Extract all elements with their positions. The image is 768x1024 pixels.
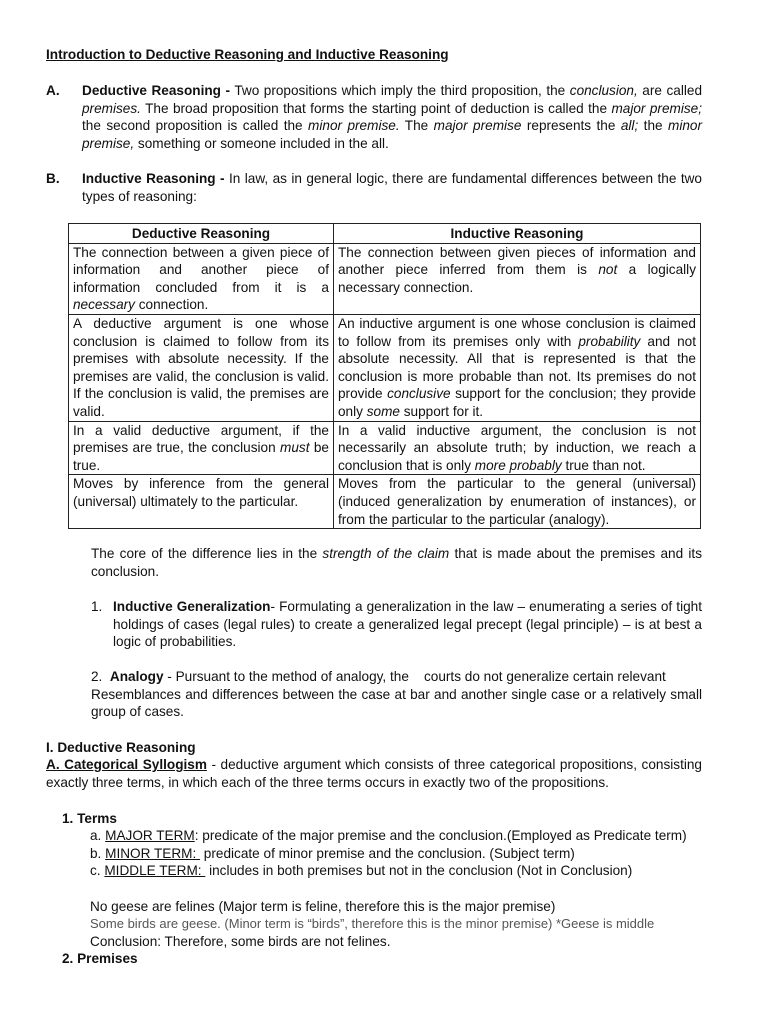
section-a-marker: A. [46, 83, 60, 98]
item-1-number: 1. [91, 599, 103, 614]
section-a-paragraph [82, 82, 702, 152]
terms-heading: 1. Terms [62, 811, 117, 826]
text-run: major premise [433, 118, 522, 134]
core-difference-paragraph [91, 545, 702, 580]
text-run: that is made about the premises and its conclusion. [91, 546, 702, 579]
term-major [90, 827, 687, 845]
text-run: true than not. [561, 457, 646, 473]
page-title: Introduction to Deductive Reasoning and Inductive Reasoning [46, 47, 449, 62]
categorical-syllogism-heading: A. Categorical Syllogism [46, 757, 207, 772]
text-run: - Formulating a generalization in the law – enumerating a series of tight holdings of cases (legal rules) to create a generalized legal precept (legal principle) – is at best a logic of probabilities. [113, 599, 702, 650]
text-run: a logically necessary connection. [338, 262, 696, 295]
text-run: The connection between given pieces of information and another piece inferred from them is [338, 244, 696, 278]
text-run: Resemblances and differences between the case at bar and another single case or a relatively small group of cases. [91, 686, 702, 720]
categorical-syllogism-paragraph [46, 756, 702, 791]
item-2-number: 2. [91, 669, 103, 684]
text-run: the [638, 118, 668, 134]
text-run: major premise; [611, 100, 702, 116]
example-line-1: No geese are felines (Major term is feline, therefore this is the major premise) [90, 899, 556, 914]
section-b-heading: Inductive Reasoning - [82, 171, 225, 186]
text-run: b. [90, 846, 106, 861]
table-header-row [69, 224, 701, 244]
text-run: some [366, 403, 400, 419]
text-run: The connection between a given piece of information and another piece of information concluded from it is a [73, 244, 329, 295]
table-cell [334, 421, 701, 475]
text-run: In a valid deductive argument, if the premises are true, the conclusion [73, 422, 329, 456]
text-run: MAJOR TERM [105, 828, 195, 843]
section-a-heading: Deductive Reasoning - [82, 83, 231, 98]
text-run: An inductive argument is one whose conclusion is claimed to follow from its premises only with [338, 315, 696, 349]
text-run: represents the [521, 118, 621, 134]
term-minor [90, 845, 575, 863]
text-run: Two propositions which imply the third proposition, the [230, 83, 570, 98]
item-2-paragraph [91, 668, 702, 721]
premises-heading: 2. Premises [62, 951, 138, 966]
item-1-heading: Inductive Generalization [113, 599, 271, 614]
text-run: The broad proposition that forms the starting point of deduction is called the [140, 100, 612, 116]
text-run: connection. [134, 297, 209, 313]
text-run: c. [90, 863, 105, 878]
comparison-table [68, 223, 701, 529]
table-cell [334, 243, 701, 314]
text-run: all; [620, 118, 639, 134]
text-run: In law, as in general logic, there are fundamental differences between the two types of reasoning: [82, 171, 702, 204]
text-run: probability [578, 333, 641, 349]
text-run: minor premise. [308, 118, 400, 134]
example-line-2: Some birds are geese. (Minor term is “birds”, therefore this is the minor premise) *Geese is middle [90, 916, 655, 931]
text-run: strength of the claim [322, 546, 450, 561]
text-run: something or someone included in the all. [134, 135, 389, 151]
section-b-paragraph [82, 170, 702, 205]
text-run: support for it. [399, 403, 484, 419]
text-run: In a valid inductive argument, the conclusion is not necessarily an absolute truth; by induction, we reach a conclusion that is only [338, 422, 696, 473]
text-run: : predicate of the major premise and the conclusion.(Employed as Predicate term) [194, 828, 687, 843]
table-row [69, 243, 701, 314]
text-run: - deductive argument which consists of three categorical propositions, consisting exactly three terms, in which each of the three terms occurs in exactly two of the propositions. [46, 757, 702, 790]
item-2-heading: Analogy [109, 669, 164, 684]
table-row [69, 421, 701, 475]
text-run: - Pursuant to the method of analogy, the courts do not generalize certain relevant [163, 669, 666, 684]
text-run: more probably [474, 457, 562, 473]
term-middle [90, 862, 632, 880]
table-cell: Moves from the particular to the general (universal) (induced generalization by enumeration of instances), or from the particular to the particular (analogy). [334, 475, 701, 529]
text-run: conclusive [387, 386, 451, 402]
table-header-deductive: Deductive Reasoning [69, 224, 334, 244]
text-run: minor premise, [82, 118, 702, 151]
example-line-3: Conclusion: Therefore, some birds are not felines. [90, 934, 391, 949]
text-run: necessary [73, 297, 135, 313]
text-run: be true. [73, 440, 329, 473]
table-cell [69, 243, 334, 314]
item-1-paragraph [113, 598, 702, 651]
text-run: MINOR TERM: [105, 846, 201, 861]
text-run: premises. [82, 100, 141, 116]
table-row [69, 475, 701, 529]
text-run: the second proposition is called the [82, 118, 309, 134]
part-i-heading: I. Deductive Reasoning [46, 740, 196, 755]
table-row [69, 314, 701, 421]
text-run: predicate of minor premise and the conclusion. (Subject term) [200, 846, 575, 861]
text-run: conclusion, [569, 83, 638, 98]
table-cell [69, 421, 334, 475]
section-b-marker: B. [46, 171, 60, 186]
table-cell: Moves by inference from the general (universal) ultimately to the particular. [69, 475, 334, 529]
table-cell [334, 314, 701, 421]
text-run: The [399, 118, 434, 134]
table-cell: A deductive argument is one whose conclusion is claimed to follow from its premises with absolute necessity. If the premises are valid, the conclusion is valid. If the conclusion is valid, the premises are valid. [69, 314, 334, 421]
text-run: The core of the difference lies in the [91, 546, 323, 561]
table-header-inductive: Inductive Reasoning [334, 224, 701, 244]
text-run: support for the conclusion; they provide only [338, 386, 696, 419]
text-run: includes in both premises but not in the conclusion (Not in Conclusion) [205, 863, 633, 878]
text-run: MIDDLE TERM: [104, 863, 206, 878]
text-run: are called [637, 83, 702, 98]
text-run: must [280, 440, 310, 456]
text-run: a. [90, 828, 106, 843]
text-run: not [598, 262, 618, 278]
text-run: and not absolute necessity. All that is represented is that the conclusion is more probable than not. Its premises do not provide [338, 333, 696, 402]
